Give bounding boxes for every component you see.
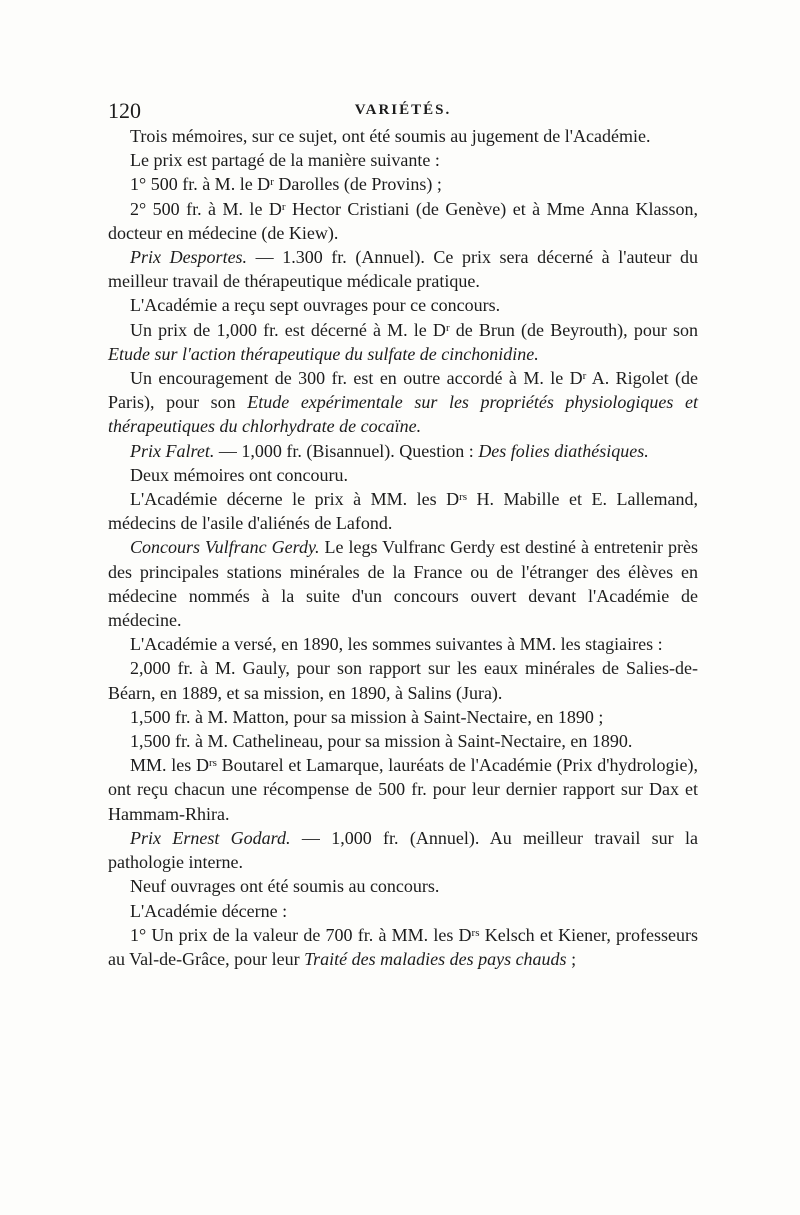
paragraph-prix-falret: Prix Falret. — 1,000 fr. (Bisannuel). Question : Des folies diathésiques.: [130, 440, 649, 461]
paragraph-concours-gerdy: Concours Vulfranc Gerdy. Le legs Vulfranc Gerdy est destiné à entretenir près des principales stations minérales de la France ou de l'étranger des élèves en médecine nommés à la suite d'un concours ouvert devant l'Académie de médecine.: [108, 537, 698, 631]
paragraph: 1° Un prix de la valeur de 700 fr. à MM. les $D^{rs}$ Kelsch et Kiener, professeurs au Val-de-Grâce, pour leur Traité des maladies des pays chauds ;: [108, 924, 699, 969]
running-head: VARIÉTÉS.: [354, 102, 452, 118]
paragraph-prix-desportes: Prix Desportes. — 1.300 fr. (Annuel). Ce prix sera décerné à l'auteur du meilleur travail de thérapeutique médicale pratique.: [108, 247, 698, 292]
paragraph: L'Académie a versé, en 1890, les sommes suivantes à MM. les stagiaires :: [130, 634, 663, 655]
paragraph: L'Académie a reçu sept ouvrages pour ce concours.: [130, 295, 501, 316]
paragraph: 1,500 fr. à M. Cathelineau, pour sa mission à Saint-Nectaire, en 1890.: [130, 731, 633, 752]
paragraph: 1,500 fr. à M. Matton, pour sa mission à Saint-Nectaire, en 1890 ;: [130, 706, 604, 727]
prize-title: Prix Falret.: [130, 440, 215, 461]
paragraph: Un prix de 1,000 fr. est décerné à M. le $D^r$ de Brun (de Beyrouth), pour son Etude sur l'action thérapeutique du sulfate de cinchonidine.: [108, 319, 698, 364]
work-title: Traité des maladies des pays chauds: [304, 948, 567, 969]
page-header: [108, 98, 698, 126]
paragraph: Un encouragement de 300 fr. est en outre accordé à M. le $D^r$ A. Rigolet (de Paris), pour son Etude expérimentale sur les propriétés physiologiques et thérapeutiques du chlorhydrate de cocaïne.: [108, 368, 698, 437]
prize-title: Prix Desportes.: [130, 247, 248, 268]
paragraph: MM. les $D^{rs}$ Boutarel et Lamarque, lauréats de l'Académie (Prix d'hydrologie), ont reçu chacun une récompense de 500 fr. pour leur dernier rapport sur Dax et Hammam-Rhira.: [108, 755, 698, 824]
paragraph: L'Académie décerne :: [130, 900, 288, 921]
paragraph: Deux mémoires ont concouru.: [130, 464, 348, 485]
work-title: Etude expérimentale sur les propriétés physiologiques et thérapeutiques du chlorhydrate de cocaïne.: [108, 392, 698, 437]
paragraph: L'Académie décerne le prix à MM. les $D^{rs}$ H. Mabille et E. Lallemand, médecins de l'asile d'aliénés de Lafond.: [108, 489, 698, 534]
work-title: Etude sur l'action thérapeutique du sulfate de cinchonidine.: [108, 343, 539, 364]
paragraph: Trois mémoires, sur ce sujet, ont été soumis au jugement de l'Académie.: [130, 126, 651, 146]
paragraph-prix-godard: Prix Ernest Godard. — 1,000 fr. (Annuel). Au meilleur travail sur la pathologie interne.: [108, 827, 699, 873]
paragraph: 2° 500 fr. à M. le $D^r$ Hector Cristiani (de Genève) et à Mme Anna Klasson, docteur en médecine (de Kiew).: [108, 198, 698, 243]
paragraph: 1° 500 fr. à M. le $D^r$ Darolles (de Provins) ;: [130, 174, 442, 195]
prize-title: Prix Ernest Godard.: [130, 827, 291, 848]
paragraph: 2,000 fr. à M. Gauly, pour son rapport sur les eaux minérales de Salies-de-Béarn, en 1889, et sa mission, en 1890, à Salins (Jura).: [108, 658, 698, 703]
paragraph: Le prix est partagé de la manière suivante :: [130, 150, 440, 171]
page-number: 120: [108, 98, 141, 123]
paragraph: Neuf ouvrages ont été soumis au concours.: [130, 876, 440, 897]
prize-title: Concours Vulfranc Gerdy.: [130, 537, 320, 558]
body-text: [108, 124, 698, 971]
